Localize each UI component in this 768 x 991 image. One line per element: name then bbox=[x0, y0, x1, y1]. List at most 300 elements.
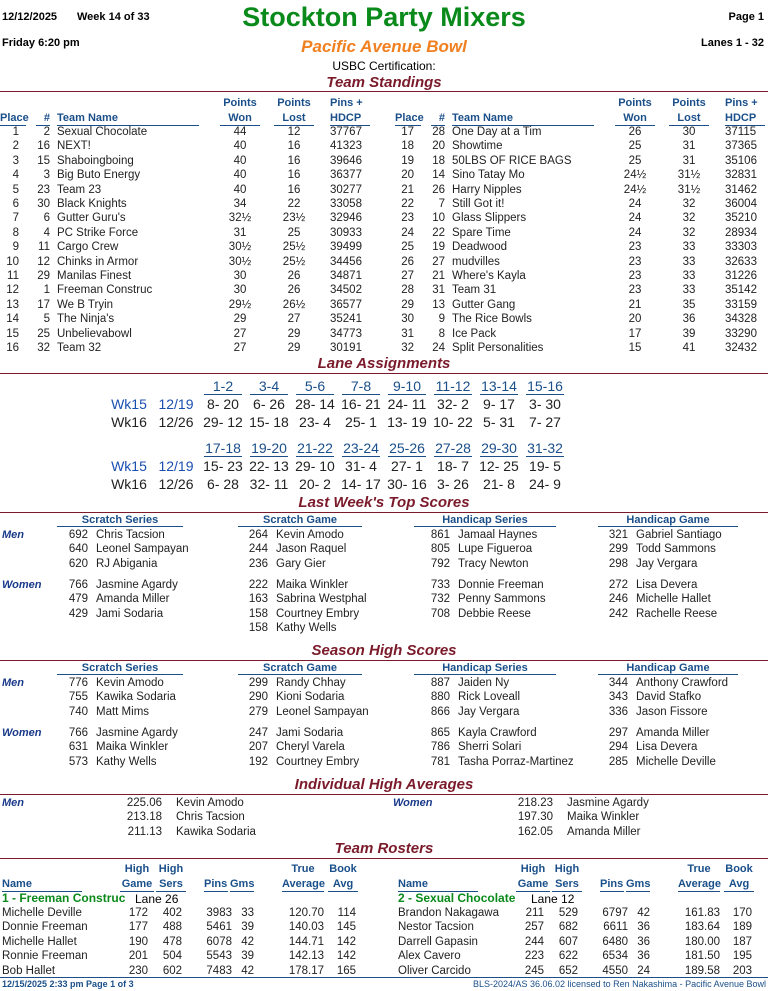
team-number: 14 bbox=[432, 169, 445, 182]
team-number: 27 bbox=[432, 255, 445, 268]
score-value: 429 bbox=[68, 607, 88, 620]
points-lost: 36 bbox=[682, 313, 696, 326]
bowler-name: Kevin Amodo bbox=[276, 529, 344, 541]
score-entry bbox=[424, 755, 574, 769]
pins-hdcp: 39646 bbox=[330, 154, 362, 167]
lane-pair-header bbox=[0, 440, 768, 458]
score-value: 192 bbox=[248, 755, 268, 768]
team-name: mudvilles bbox=[452, 255, 500, 268]
high-game: 177 bbox=[128, 921, 148, 934]
pins: 6480 bbox=[602, 935, 628, 948]
score-entry bbox=[242, 528, 344, 542]
pins-hdcp: 34871 bbox=[330, 270, 362, 282]
col-high-game-1: High bbox=[124, 863, 150, 875]
high-game: 201 bbox=[128, 950, 148, 963]
lane-pair: 21-22 bbox=[297, 440, 333, 456]
lane-pair: 27-28 bbox=[435, 440, 471, 456]
points-lost: 32 bbox=[682, 226, 696, 239]
bowler-name: Debbie Reese bbox=[458, 607, 531, 620]
team-name: Glass Slippers bbox=[452, 212, 527, 225]
lane-matchup: 16- 21 bbox=[341, 396, 381, 412]
bowler-name: Gary Gier bbox=[276, 557, 326, 570]
points-won: 25 bbox=[628, 140, 642, 153]
col-points-lost-1: Points bbox=[672, 97, 706, 109]
high-game: 257 bbox=[524, 921, 544, 934]
team-number: 25 bbox=[37, 327, 50, 340]
score-entry bbox=[62, 592, 170, 606]
score-value: 692 bbox=[68, 529, 88, 541]
col-pins-hdcp-2: HDCP bbox=[330, 111, 370, 126]
team-name: The Ninja's bbox=[57, 313, 115, 326]
bowler-name: Kevin Amodo bbox=[96, 677, 164, 689]
divider bbox=[0, 512, 768, 513]
score-entry bbox=[242, 542, 346, 556]
bowler-name: Jason Raquel bbox=[276, 543, 347, 556]
score-value: 573 bbox=[68, 755, 88, 768]
team-number: 11 bbox=[38, 241, 50, 254]
lane-week-row bbox=[0, 396, 768, 414]
team-name: One Day at a Tim bbox=[452, 126, 542, 138]
pins: 6611 bbox=[603, 921, 628, 934]
score-value: 805 bbox=[430, 543, 450, 556]
team-name: We B Tryin bbox=[57, 298, 114, 311]
pins-hdcp: 39499 bbox=[330, 241, 362, 254]
book-average: 203 bbox=[732, 964, 752, 977]
bowler-name: Jasmine Agardy bbox=[96, 579, 178, 591]
lane-matchup: 19- 5 bbox=[529, 458, 561, 474]
standings-row bbox=[395, 327, 767, 341]
score-entry bbox=[602, 557, 697, 571]
score-entry bbox=[424, 557, 529, 571]
score-entry bbox=[602, 676, 728, 690]
team-number: 5 bbox=[43, 313, 50, 326]
points-won: 26 bbox=[628, 126, 642, 138]
score-entry bbox=[62, 705, 149, 719]
score-category: Handicap Series bbox=[414, 662, 556, 675]
bowler-name: Amanda Miller bbox=[96, 593, 170, 606]
standings-row bbox=[0, 125, 372, 139]
place: 24 bbox=[401, 226, 414, 239]
points-lost: 16 bbox=[287, 140, 301, 153]
score-value: 299 bbox=[248, 677, 268, 689]
standings-row bbox=[0, 240, 372, 254]
book-average: 145 bbox=[336, 921, 356, 934]
lane-matchup: 14- 17 bbox=[341, 476, 381, 492]
team-number: 13 bbox=[432, 298, 445, 311]
score-entry bbox=[424, 607, 531, 621]
col-place: Place bbox=[0, 112, 29, 124]
place: 8 bbox=[12, 226, 19, 239]
bowler-name: David Stafko bbox=[636, 691, 702, 704]
score-entry bbox=[62, 726, 178, 740]
pins-hdcp: 32432 bbox=[725, 342, 757, 354]
score-category: Scratch Series bbox=[57, 514, 183, 527]
bowler-name: Brandon Nakagawa bbox=[398, 907, 500, 919]
team-name: Manilas Finest bbox=[57, 270, 132, 282]
team-number: 22 bbox=[432, 226, 445, 239]
bowler-name: Jasmine Agardy bbox=[567, 797, 649, 809]
high-series: 682 bbox=[558, 921, 578, 934]
team-name: Still Got it! bbox=[452, 198, 505, 210]
score-entry bbox=[424, 528, 537, 542]
team-number: 32 bbox=[37, 342, 50, 354]
team-number: 10 bbox=[432, 212, 445, 225]
week-label: Wk15 bbox=[111, 396, 147, 412]
points-lost: 26 bbox=[287, 270, 301, 282]
col-points-won-1: Points bbox=[223, 97, 257, 109]
high-series: 529 bbox=[558, 907, 578, 919]
pins-hdcp: 34773 bbox=[330, 327, 362, 340]
col-true-avg-2: Average bbox=[282, 878, 326, 890]
score-value: 732 bbox=[430, 593, 450, 606]
place: 25 bbox=[401, 241, 414, 254]
points-won: 20 bbox=[628, 313, 642, 326]
score-value: 244 bbox=[248, 543, 268, 556]
place: 7 bbox=[12, 212, 19, 225]
average-value: 162.05 bbox=[517, 825, 553, 838]
score-value: 781 bbox=[430, 755, 450, 768]
team-number: 9 bbox=[438, 313, 445, 326]
week-label: Wk15 bbox=[111, 458, 147, 474]
average-entry bbox=[513, 796, 649, 810]
score-value: 336 bbox=[608, 705, 628, 718]
score-value: 344 bbox=[608, 677, 628, 689]
points-lost: 12 bbox=[287, 126, 301, 138]
team-name: Unbelievabowl bbox=[57, 327, 132, 340]
team-number: 6 bbox=[43, 212, 50, 225]
team-number: 26 bbox=[432, 183, 445, 196]
lane-matchup: 29- 10 bbox=[295, 458, 335, 474]
score-entry bbox=[242, 578, 348, 592]
lane-matchup: 6- 26 bbox=[253, 396, 285, 412]
team-number: 30 bbox=[37, 198, 50, 210]
standings-row bbox=[395, 255, 767, 269]
bowler-name: Tasha Porraz-Martinez bbox=[458, 755, 574, 768]
pins-hdcp: 37767 bbox=[330, 126, 362, 138]
pins-hdcp: 34456 bbox=[330, 255, 362, 268]
place: 20 bbox=[401, 169, 414, 182]
lane-matchup: 22- 13 bbox=[249, 458, 289, 474]
high-series: 402 bbox=[162, 907, 182, 919]
bowler-name: Anthony Crawford bbox=[636, 677, 729, 689]
team-name: Team 32 bbox=[57, 342, 102, 354]
place: 10 bbox=[6, 255, 19, 268]
lane-week-row bbox=[0, 414, 768, 432]
points-won: 24 bbox=[628, 212, 642, 225]
team-name: 50LBS OF RICE BAGS bbox=[452, 154, 572, 167]
bowler-name: Maika Winkler bbox=[276, 579, 349, 591]
section-high-averages: Individual High Averages bbox=[294, 776, 474, 793]
score-value: 158 bbox=[248, 607, 268, 620]
score-value: 640 bbox=[68, 543, 88, 556]
pins-hdcp: 33159 bbox=[725, 298, 757, 311]
score-value: 766 bbox=[68, 579, 88, 591]
book-average: 114 bbox=[337, 907, 356, 919]
place: 27 bbox=[401, 270, 414, 282]
score-entry bbox=[602, 528, 722, 542]
col-points-lost-2: Lost bbox=[274, 111, 314, 126]
section-team-standings: Team Standings bbox=[326, 74, 442, 91]
standings-row bbox=[0, 283, 372, 297]
gender-men: Men bbox=[2, 677, 24, 689]
score-entry bbox=[242, 557, 326, 571]
place: 17 bbox=[401, 126, 414, 138]
bowler-name: Nestor Tacsion bbox=[398, 921, 474, 934]
bowler-name: Darrell Gapasin bbox=[398, 935, 478, 948]
points-won: 27 bbox=[233, 327, 247, 340]
points-won: 30 bbox=[233, 284, 247, 297]
pins: 6078 bbox=[206, 935, 232, 948]
lane-matchup: 29- 12 bbox=[203, 414, 243, 430]
score-entry bbox=[602, 705, 708, 719]
score-value: 740 bbox=[68, 705, 88, 718]
score-entry bbox=[424, 578, 544, 592]
bowler-name: Jasmine Agardy bbox=[96, 727, 178, 739]
points-lost: 26 bbox=[287, 284, 301, 297]
lane-pair: 23-24 bbox=[343, 440, 379, 456]
place: 14 bbox=[6, 313, 19, 326]
bowler-name: Donnie Freeman bbox=[2, 921, 88, 934]
roster-row bbox=[0, 906, 372, 920]
bowler-name: Courtney Embry bbox=[276, 607, 360, 620]
col-true-avg-2: Average bbox=[678, 878, 722, 890]
pins-hdcp: 37365 bbox=[725, 140, 757, 153]
lane-pair: 25-26 bbox=[389, 440, 425, 456]
points-won: 24½ bbox=[623, 183, 647, 196]
high-game: 223 bbox=[524, 950, 544, 963]
usbc-cert: USBC Certification: bbox=[332, 59, 436, 73]
lane-matchup: 5- 31 bbox=[483, 414, 515, 430]
lane-matchup: 13- 19 bbox=[387, 414, 427, 430]
score-entry bbox=[242, 755, 359, 769]
score-entry bbox=[242, 705, 369, 719]
bowler-name: Jami Sodaria bbox=[96, 607, 164, 620]
col-points-lost-2: Lost bbox=[669, 111, 709, 126]
team-number: 21 bbox=[432, 270, 445, 282]
pins-hdcp: 30933 bbox=[330, 226, 362, 239]
score-value: 247 bbox=[248, 727, 268, 739]
standings-row bbox=[395, 240, 767, 254]
score-entry bbox=[62, 690, 176, 704]
col-gms: Gms bbox=[230, 878, 255, 890]
score-entry bbox=[424, 592, 546, 606]
lane-matchup: 3- 26 bbox=[437, 476, 469, 492]
score-value: 246 bbox=[608, 593, 628, 606]
score-entry bbox=[62, 740, 168, 754]
score-entry bbox=[242, 690, 344, 704]
score-entry bbox=[242, 740, 345, 754]
bowler-name: Donnie Freeman bbox=[458, 579, 544, 591]
team-name: Shaboingboing bbox=[57, 154, 134, 167]
lane-matchup: 28- 14 bbox=[295, 396, 335, 412]
place: 18 bbox=[401, 140, 414, 153]
standings-row bbox=[395, 197, 767, 211]
points-won: 30½ bbox=[228, 255, 252, 268]
points-lost: 32 bbox=[682, 198, 696, 210]
book-average: 142 bbox=[336, 950, 356, 963]
col-points-won-1: Points bbox=[618, 97, 652, 109]
points-won: 29½ bbox=[228, 298, 252, 311]
bowler-name: Kevin Amodo bbox=[176, 797, 244, 809]
score-value: 786 bbox=[430, 741, 450, 754]
week-label: Wk16 bbox=[111, 476, 147, 492]
points-won: 40 bbox=[233, 140, 247, 153]
place: 13 bbox=[6, 298, 19, 311]
bowler-name: Ronnie Freeman bbox=[2, 950, 88, 963]
bowler-name: Jason Fissore bbox=[636, 705, 708, 718]
bowler-name: Penny Sammons bbox=[458, 593, 546, 606]
bowler-name: Michelle Hallet bbox=[2, 935, 77, 948]
bowler-name: Courtney Embry bbox=[276, 755, 360, 768]
score-entry bbox=[424, 726, 537, 740]
place: 1 bbox=[12, 126, 19, 138]
divider bbox=[0, 794, 768, 795]
lane-matchup: 20- 2 bbox=[299, 476, 331, 492]
roster-row bbox=[0, 935, 372, 949]
average-value: 211.13 bbox=[127, 825, 162, 838]
section-lane-assignments: Lane Assignments bbox=[317, 355, 451, 372]
points-lost: 33 bbox=[682, 284, 696, 297]
lane-matchup: 23- 4 bbox=[299, 414, 331, 430]
standings-row bbox=[0, 197, 372, 211]
score-entry bbox=[424, 676, 509, 690]
place: 6 bbox=[12, 198, 19, 210]
book-average: 170 bbox=[732, 907, 752, 919]
roster-row bbox=[396, 964, 768, 978]
team-name: Split Personalities bbox=[452, 342, 544, 354]
bowler-name: Michelle Deville bbox=[636, 755, 716, 768]
score-value: 163 bbox=[248, 593, 268, 606]
gender-women: Women bbox=[2, 579, 42, 591]
gender-women: Women bbox=[393, 797, 433, 809]
col-book-avg-1: Book bbox=[329, 863, 357, 875]
points-lost: 16 bbox=[287, 154, 301, 167]
standings-row bbox=[395, 283, 767, 297]
col-points-won-2: Won bbox=[615, 111, 655, 126]
bowler-name: Bob Hallet bbox=[2, 964, 56, 977]
team-name: Gutter Guru's bbox=[57, 212, 126, 225]
pins-hdcp: 33290 bbox=[725, 327, 757, 340]
average-value: 225.06 bbox=[126, 797, 162, 809]
place: 31 bbox=[401, 327, 414, 340]
col-pins-hdcp-1: Pins + bbox=[725, 97, 758, 109]
high-series: 488 bbox=[162, 921, 182, 934]
score-entry bbox=[602, 607, 717, 621]
standings-row bbox=[0, 327, 372, 341]
points-lost: 31 bbox=[682, 140, 696, 153]
lane-matchup: 18- 7 bbox=[437, 458, 469, 474]
bowler-name: Todd Sammons bbox=[636, 543, 716, 556]
score-entry bbox=[602, 592, 711, 606]
true-average: 183.64 bbox=[684, 921, 720, 934]
score-value: 242 bbox=[608, 607, 628, 620]
roster-row bbox=[0, 964, 372, 978]
place: 9 bbox=[12, 241, 19, 254]
col-pins-hdcp-2: HDCP bbox=[725, 111, 765, 126]
lane-matchup: 32- 11 bbox=[249, 476, 289, 492]
games: 42 bbox=[241, 964, 254, 977]
team-name: Sino Tatay Mo bbox=[452, 169, 525, 182]
true-average: 140.03 bbox=[288, 921, 324, 934]
roster-row bbox=[396, 949, 768, 963]
place: 16 bbox=[6, 342, 19, 354]
lane-matchup: 27- 1 bbox=[391, 458, 423, 474]
standings-row bbox=[395, 226, 767, 240]
bowler-name: Amanda Miller bbox=[636, 727, 710, 739]
high-game: 245 bbox=[524, 964, 544, 977]
place: 29 bbox=[401, 298, 414, 311]
points-won: 15 bbox=[628, 342, 642, 354]
score-value: 297 bbox=[608, 727, 628, 739]
lane-week-row bbox=[0, 458, 768, 476]
team-number: 23 bbox=[37, 183, 50, 196]
bowler-name: Kayla Crawford bbox=[458, 727, 537, 739]
score-value: 158 bbox=[248, 622, 268, 635]
points-won: 31 bbox=[233, 226, 247, 239]
score-entry bbox=[62, 578, 178, 592]
lane-pair: 11-12 bbox=[435, 378, 471, 394]
roster-team-name: 1 - Freeman Construc bbox=[2, 891, 126, 905]
place: 23 bbox=[401, 212, 414, 225]
section-team-rosters: Team Rosters bbox=[334, 840, 434, 857]
bowler-name: Randy Chhay bbox=[276, 677, 346, 689]
points-won: 23 bbox=[628, 270, 642, 282]
pins-hdcp: 33303 bbox=[725, 241, 757, 254]
score-value: 776 bbox=[68, 677, 88, 689]
bowler-name: Cheryl Varela bbox=[276, 741, 345, 754]
team-number: 16 bbox=[37, 140, 50, 153]
pins-hdcp: 34502 bbox=[330, 284, 362, 297]
points-lost: 41 bbox=[682, 342, 696, 354]
lane-pair: 31-32 bbox=[527, 440, 563, 456]
score-value: 755 bbox=[68, 691, 88, 704]
score-category: Handicap Game bbox=[598, 662, 738, 675]
team-number: 7 bbox=[438, 198, 445, 210]
bowler-name: Leonel Sampayan bbox=[96, 543, 189, 556]
place: 11 bbox=[7, 270, 19, 282]
pins-hdcp: 35210 bbox=[725, 212, 757, 225]
bowler-name: Kawika Sodaria bbox=[96, 691, 176, 704]
pins-hdcp: 32946 bbox=[330, 212, 362, 225]
roster-row bbox=[396, 920, 768, 934]
pins-hdcp: 35241 bbox=[330, 313, 362, 326]
score-entry bbox=[62, 528, 165, 542]
week-label: Wk16 bbox=[111, 414, 147, 430]
lane-matchup: 8- 20 bbox=[207, 396, 239, 412]
lane-pair: 15-16 bbox=[527, 378, 563, 394]
standings-row bbox=[395, 168, 767, 182]
standings-row bbox=[395, 125, 767, 139]
divider bbox=[0, 660, 768, 661]
pins-hdcp: 33058 bbox=[330, 198, 362, 210]
pins-hdcp: 32633 bbox=[725, 255, 757, 268]
roster-row bbox=[0, 949, 372, 963]
place: 28 bbox=[401, 284, 414, 297]
roster-row bbox=[0, 920, 372, 934]
score-value: 479 bbox=[68, 593, 88, 606]
points-won: 24 bbox=[628, 226, 642, 239]
score-value: 708 bbox=[430, 607, 450, 620]
pins: 5461 bbox=[206, 921, 232, 934]
lane-matchup: 7- 27 bbox=[529, 414, 561, 430]
roster-row bbox=[396, 935, 768, 949]
book-average: 189 bbox=[732, 921, 752, 934]
points-won: 40 bbox=[233, 183, 247, 196]
pins: 4550 bbox=[602, 964, 628, 977]
score-value: 294 bbox=[608, 741, 628, 754]
team-number: 3 bbox=[43, 169, 50, 182]
score-category: Handicap Game bbox=[598, 514, 738, 527]
